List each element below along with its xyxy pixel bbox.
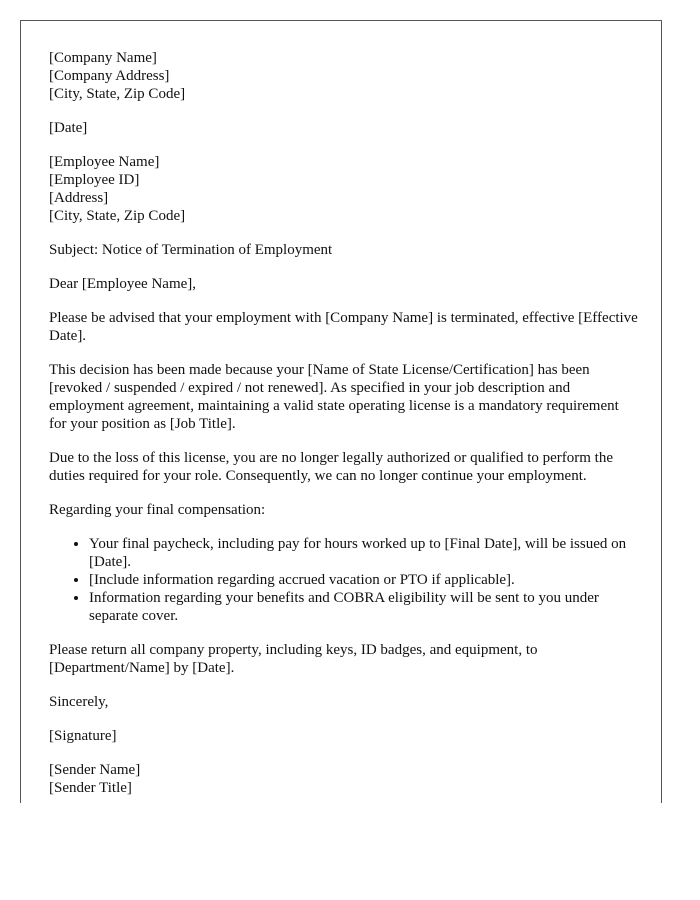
closing: Sincerely, [49, 694, 109, 710]
recipient-address-block [49, 153, 639, 225]
sender-signature-block [49, 761, 639, 797]
return-property-paragraph: Please return all company property, including keys, ID badges, and equipment, to [Department/Name] by [Date]. [49, 642, 538, 676]
letter-page [20, 20, 662, 803]
compensation-intro: Regarding your final compensation: [49, 502, 266, 518]
salutation: Dear [Employee Name], [49, 276, 197, 292]
compensation-list [49, 535, 639, 625]
reason-paragraph: This decision has been made because your [Name of State License/Certification] has been [revoked / suspended / expired / not renewed]. As specified in your job description and employment agreement, maintaining a valid state operating license is a mandatory requirement for your position as [Job Title]. [49, 362, 619, 432]
list-item: • [Include information regarding accrued vacation or PTO if applicable]. [89, 571, 639, 589]
recipient-employee-id: [Employee ID] [49, 172, 140, 188]
recipient-employee-name: [Employee Name] [49, 154, 160, 170]
list-item: • Information regarding your benefits and COBRA eligibility will be sent to you under separate cover. [89, 589, 639, 625]
recipient-address: [Address] [49, 190, 109, 206]
termination-notice-paragraph: Please be advised that your employment with [Company Name] is terminated, effective [Effective Date]. [49, 310, 638, 344]
sender-address-block [49, 49, 639, 103]
letter-date: [Date] [49, 120, 88, 136]
letter-content [49, 49, 639, 803]
sender-city-state-zip: [City, State, Zip Code] [49, 86, 186, 102]
recipient-city-state-zip: [City, State, Zip Code] [49, 208, 186, 224]
signature-placeholder: [Signature] [49, 728, 117, 744]
list-item: • Your final paycheck, including pay for hours worked up to [Final Date], will be issued on [Date]. [89, 535, 639, 571]
sender-name: [Sender Name] [49, 762, 141, 778]
subject-line: Subject: Notice of Termination of Employment [49, 242, 333, 258]
consequence-paragraph: Due to the loss of this license, you are no longer legally authorized or qualified to perform the duties required for your role. Consequently, we can no longer continue your employment. [49, 450, 614, 484]
sender-company-address: [Company Address] [49, 68, 170, 84]
sender-title: [Sender Title] [49, 780, 132, 796]
sender-company-name: [Company Name] [49, 50, 157, 66]
